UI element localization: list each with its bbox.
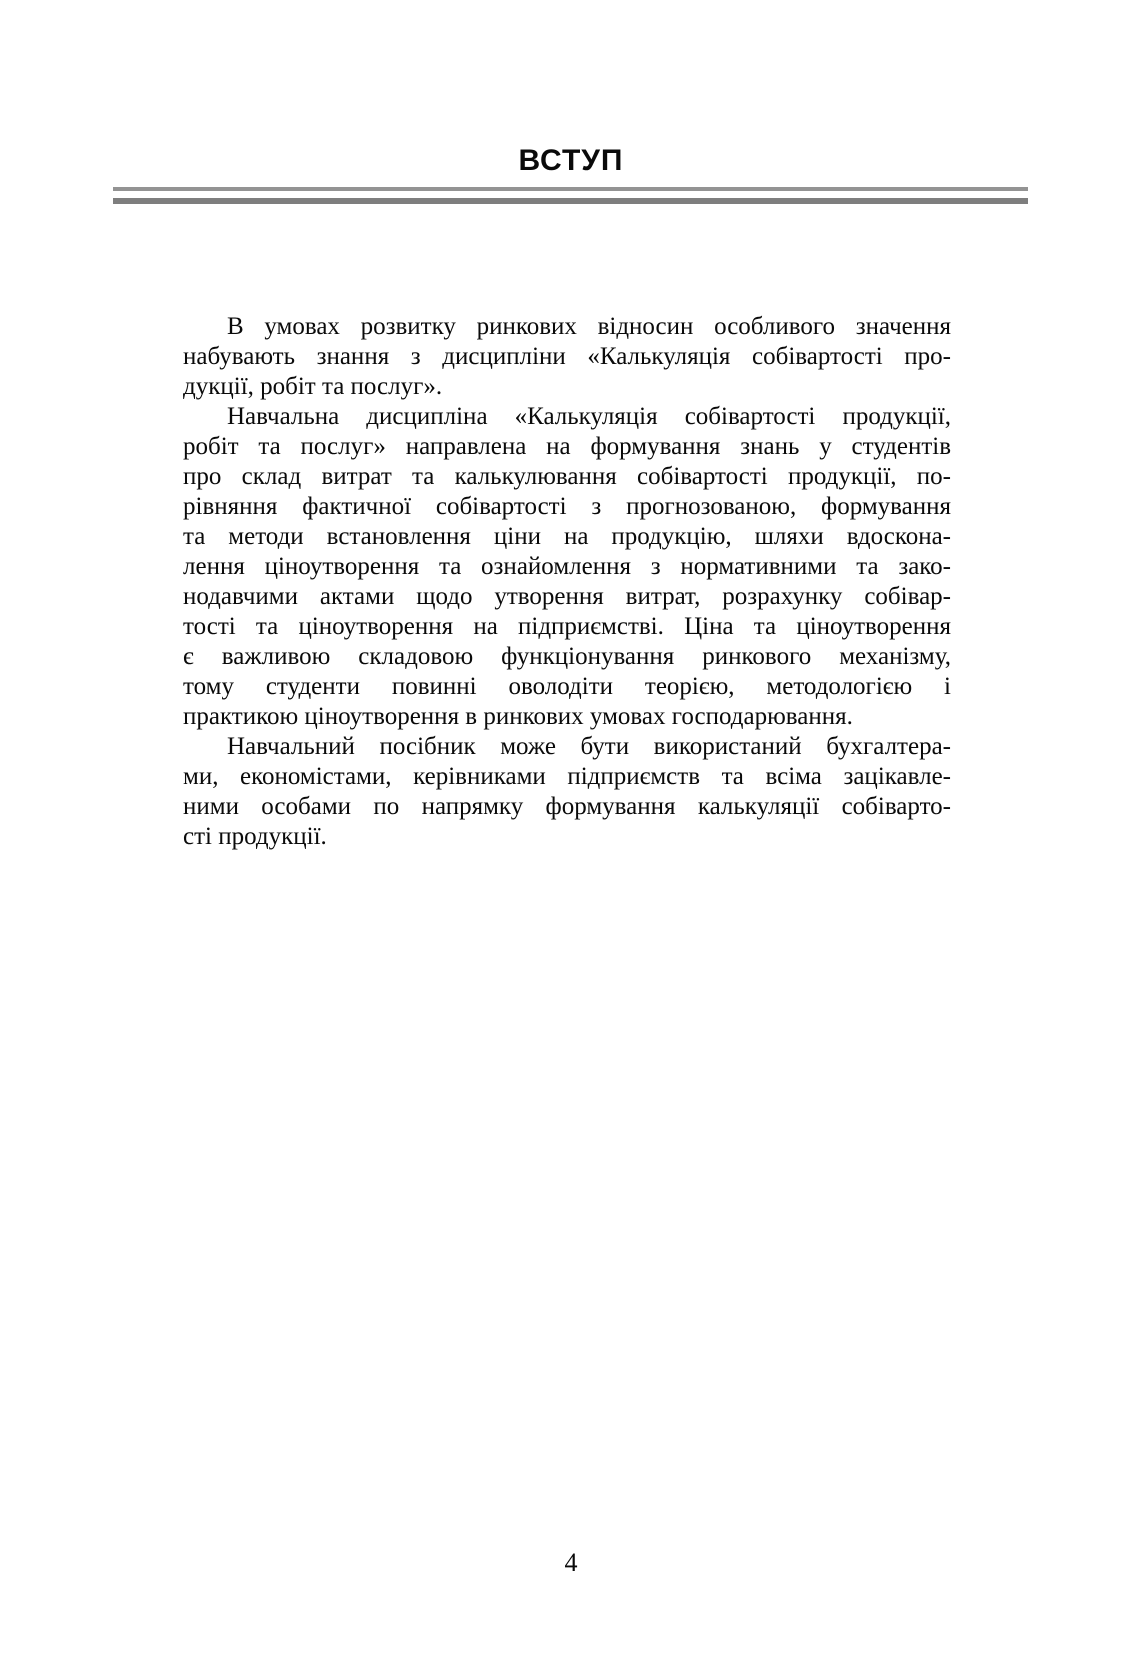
text-line: є важливою складовою функціонування ринкового механізму, <box>183 643 951 670</box>
text-line: набувають знання з дисципліни «Калькуляція собівартості про- <box>183 343 951 370</box>
heading-rule-top <box>113 187 1028 191</box>
text-line: сті продукції. <box>183 823 327 850</box>
text-line: ми, економістами, керівниками підприємств та всіма зацікавле- <box>183 763 951 790</box>
text-line: робіт та послуг» направлена на формування знань у студентів <box>183 433 951 460</box>
text-line: рівняння фактичної собівартості з прогнозованою, формування <box>183 493 951 520</box>
page-heading: ВСТУП <box>518 144 624 177</box>
heading-rule-bottom <box>113 198 1028 204</box>
text-line: Навчальна дисципліна «Калькуляція собівартості продукції, <box>227 403 951 430</box>
text-line: Навчальний посібник може бути використаний бухгалтера- <box>227 733 951 760</box>
text-line: лення ціноутворення та ознайомлення з нормативними та зако- <box>183 553 951 580</box>
page-number: 4 <box>564 1548 578 1577</box>
text-line: тому студенти повинні оволодіти теорією, методологією і <box>183 673 951 700</box>
text-line: та методи встановлення ціни на продукцію, шляхи вдоскона- <box>183 523 951 550</box>
text-line: нодавчими актами щодо утворення витрат, розрахунку собівар- <box>183 583 951 610</box>
text-line: тості та ціноутворення на підприємстві. Ціна та ціноутворення <box>183 613 951 640</box>
text-line: дукції, робіт та послуг». <box>183 373 443 400</box>
text-line: практикою ціноутворення в ринкових умовах господарювання. <box>183 703 853 730</box>
text-line: В умовах розвитку ринкових відносин особливого значення <box>227 313 951 340</box>
paragraph <box>183 312 951 402</box>
body-text-block <box>183 312 951 852</box>
text-line: про склад витрат та калькулювання собівартості продукції, по- <box>183 463 951 490</box>
text-line: ними особами по напрямку формування калькуляції собіварто- <box>183 793 951 820</box>
paragraph <box>183 732 951 852</box>
paragraph <box>183 402 951 732</box>
